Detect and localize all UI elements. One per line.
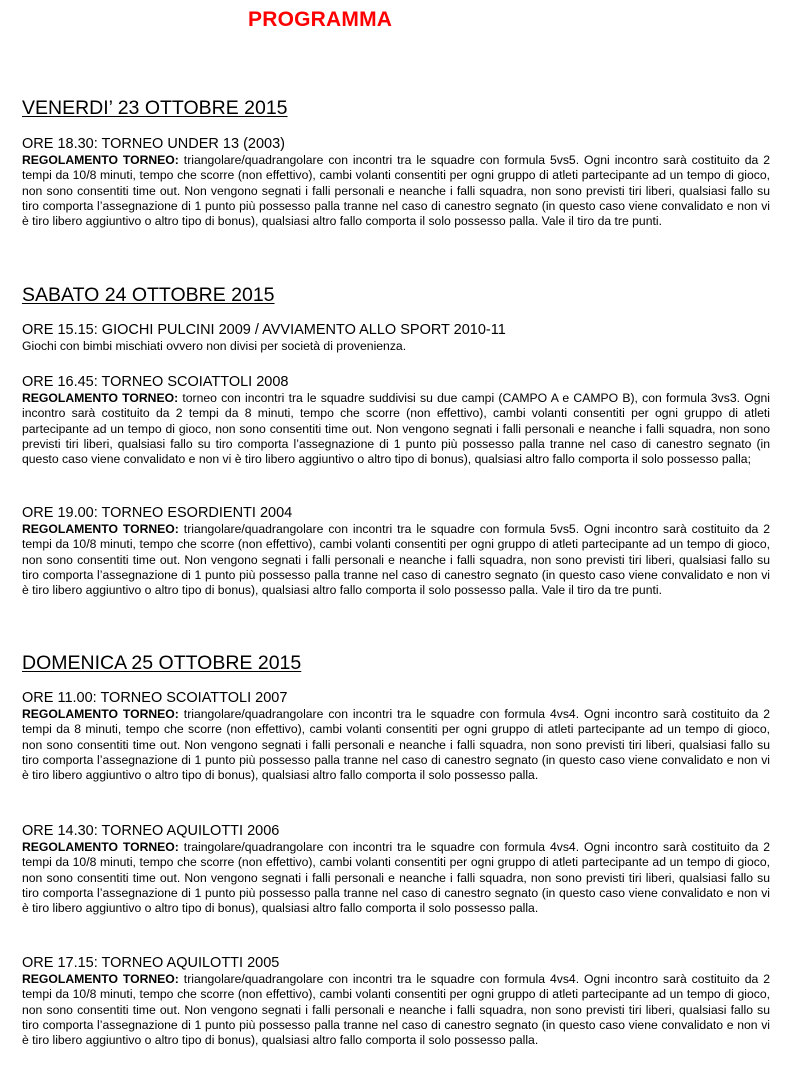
rule-label: REGOLAMENTO TORNEO:	[22, 972, 179, 986]
rule-label: REGOLAMENTO TORNEO:	[22, 391, 179, 405]
day-heading-friday: VENERDI’ 23 OTTOBRE 2015	[22, 97, 288, 119]
rule-text: triangolare/quadrangolare con incontri tra le squadre con formula 4vs4. Ogni incontro sarà costituito da 2 tempi da 8 minuti, tempo che scorre (non effettivo), cambi volanti consentiti per ogni gruppo di atleti partecipante ad un tempo di gioco, non sono consentiti time out. Non vengono segnati i falli personali e neanche i falli squadra, non sono previsti tiri liberi, qualsiasi fallo su tiro comporta l’assegnazione di 1 punto più possesso palla tranne nel caso di canestro segnato (in questo caso viene convalidato e non vi è tiro libero aggiuntivo o altro tipo di bonus), qualsiasi altro fallo comporta il solo possesso palla.	[22, 707, 771, 783]
event-description	[22, 972, 770, 1048]
rule-label: REGOLAMENTO TORNEO:	[22, 840, 179, 854]
event-description	[22, 153, 770, 229]
event-title: ORE 14.30: TORNEO AQUILOTTI 2006	[22, 823, 280, 839]
event-title: ORE 11.00: TORNEO SCOIATTOLI 2007	[22, 690, 288, 706]
rule-label: REGOLAMENTO TORNEO:	[22, 707, 179, 721]
event-friday-1830	[22, 136, 770, 229]
rule-label: REGOLAMENTO TORNEO:	[22, 522, 179, 536]
event-sunday-1715	[22, 955, 770, 1048]
event-description	[22, 707, 770, 783]
rule-text: triangolare/quadrangolare con incontri tra le squadre con formula 4vs4. Ogni incontro sarà costituito da 2 tempi da 10/8 minuti, tempo che scorre (non effettivo), cambi volanti consentiti per ogni gruppo di atleti partecipante ad un tempo di gioco, non sono consentiti time out. Non vengono segnati i falli personali e neanche i falli squadra, non sono previsti tiri liberi, qualsiasi fallo su tiro comporta l’assegnazione di 1 punto più possesso palla tranne nel caso di canestro segnato (in questo caso viene convalidato e non vi è tiro libero aggiuntivo o altro tipo di bonus), qualsiasi altro fallo comporta il solo possesso palla.	[22, 972, 771, 1048]
event-description	[22, 522, 770, 598]
event-title: ORE 15.15: GIOCHI PULCINI 2009 / AVVIAMENTO ALLO SPORT 2010-11	[22, 322, 506, 338]
event-description	[22, 391, 770, 467]
event-saturday-1515	[22, 322, 770, 354]
page-title: PROGRAMMA	[248, 8, 393, 31]
event-sunday-1430	[22, 823, 770, 916]
rule-text: triangolare/quadrangolare con incontri tra le squadre con formula 5vs5. Ogni incontro sarà costituito da 2 tempi da 10/8 minuti, tempo che scorre (non effettivo), cambi volanti consentiti per ogni gruppo di atleti partecipante ad un tempo di gioco, non sono consentiti time out. Non vengono segnati i falli personali e neanche i falli squadra, non sono previsti tiri liberi, qualsiasi fallo su tiro comporta l’assegnazione di 1 punto più possesso palla tranne nel caso di canestro segnato (in questo caso viene convalidato e non vi è tiro libero aggiuntivo o altro tipo di bonus), qualsiasi altro fallo comporta il solo possesso palla. Vale il tiro da tre punti.	[22, 522, 771, 598]
event-title: ORE 19.00: TORNEO ESORDIENTI 2004	[22, 505, 293, 521]
event-title: ORE 17.15: TORNEO AQUILOTTI 2005	[22, 955, 280, 971]
day-heading-saturday: SABATO 24 OTTOBRE 2015	[22, 284, 275, 306]
event-title: ORE 18.30: TORNEO UNDER 13 (2003)	[22, 136, 285, 152]
event-saturday-1645	[22, 374, 770, 467]
event-description	[22, 840, 770, 916]
event-title: ORE 16.45: TORNEO SCOIATTOLI 2008	[22, 374, 289, 390]
event-saturday-1900	[22, 505, 770, 598]
day-heading-sunday: DOMENICA 25 OTTOBRE 2015	[22, 652, 302, 674]
rule-label: REGOLAMENTO TORNEO:	[22, 153, 179, 167]
event-description: Giochi con bimbi mischiati ovvero non divisi per società di provenienza.	[22, 339, 407, 353]
event-sunday-1100	[22, 690, 770, 783]
rule-text: triangolare/quadrangolare con incontri tra le squadre con formula 5vs5. Ogni incontro sarà costituito da 2 tempi da 10/8 minuti, tempo che scorre (non effettivo), cambi volanti consentiti per ogni gruppo di atleti partecipante ad un tempo di gioco, non sono consentiti time out. Non vengono segnati i falli personali e neanche i falli squadra, non sono previsti tiri liberi, qualsiasi fallo su tiro comporta l’assegnazione di 1 punto più possesso palla tranne nel caso di canestro segnato (in questo caso viene convalidato e non vi è tiro libero aggiuntivo o altro tipo di bonus), qualsiasi altro fallo comporta il solo possesso palla. Vale il tiro da tre punti.	[22, 153, 771, 229]
rule-text: traingolare/quadrangolare con incontri tra le squadre con formula 4vs4. Ogni incontro sarà costituito da 2 tempi da 10/8 minuti, tempo che scorre (non effettivo), cambi volanti consentiti per ogni gruppo di atleti partecipante ad un tempo di gioco, non sono consentiti time out. Non vengono segnati i falli personali e neanche i falli squadra, non sono previsti tiri liberi, qualsiasi fallo su tiro comporta l’assegnazione di 1 punto più possesso palla tranne nel caso di canestro segnato (in questo caso viene convalidato e non vi è tiro libero aggiuntivo o altro tipo di bonus), qualsiasi altro fallo comporta il solo possesso palla.	[22, 840, 771, 916]
rule-text: torneo con incontri tra le squadre suddivisi su due campi (CAMPO A e CAMPO B), con formula 3vs3. Ogni incontro sarà costituito da 2 tempi da 8 minuti, tempo che scorre (non effettivo), cambi volanti consentiti per ogni gruppo di atleti partecipante ad un tempo di gioco, non sono consentiti time out. Non vengono segnati i falli personali e neanche i falli squadra, non sono previsti tiri liberi, qualsiasi fallo su tiro comporta l’assegnazione di 1 punto più possesso palla tranne nel caso di canestro segnato (in questo caso viene convalidato e non vi è tiro libero aggiuntivo o altro tipo di bonus), qualsiasi altro fallo comporta il solo possesso palla;	[22, 391, 770, 467]
